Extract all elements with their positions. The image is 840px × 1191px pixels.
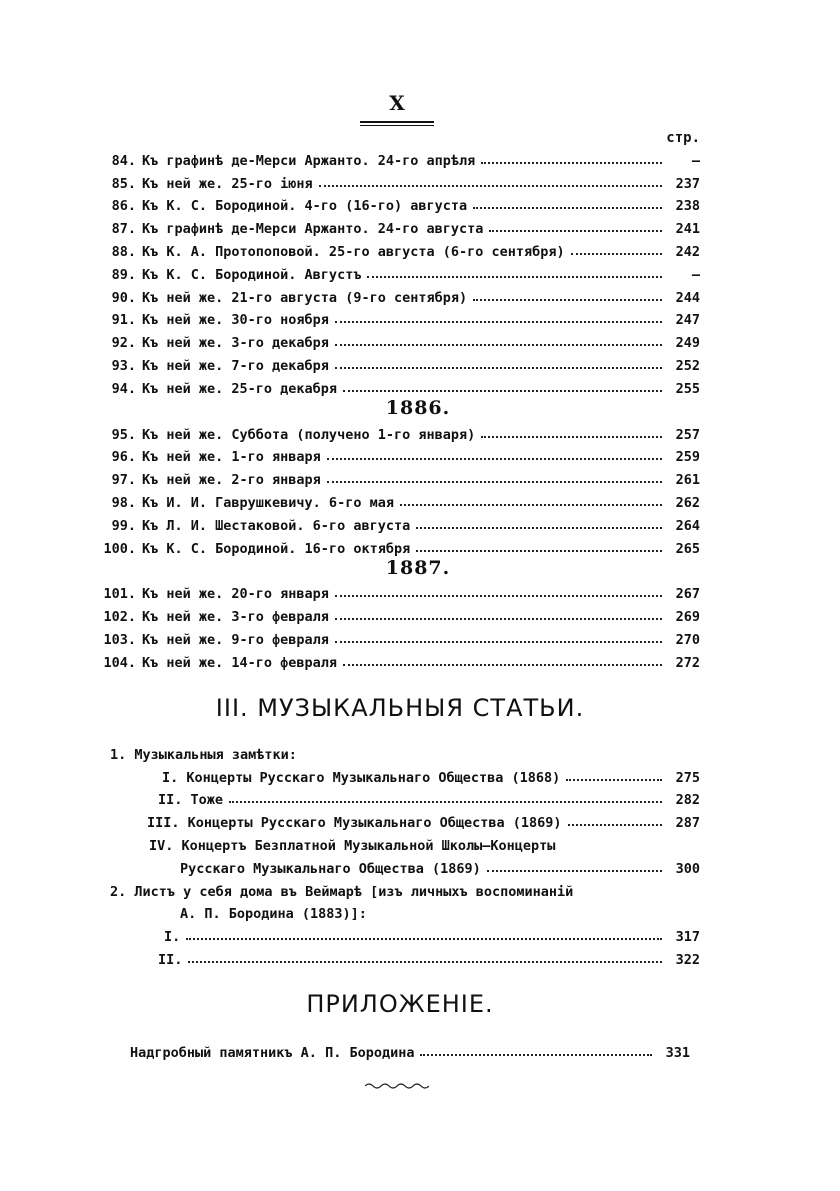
toc-row[interactable] <box>100 534 700 557</box>
dot-leader <box>319 185 662 187</box>
toc-row[interactable] <box>100 443 700 466</box>
toc-row-page: 261 <box>675 472 700 489</box>
toc-row-title: Къ К. С. Бородиной. 4-го (16-го) августа <box>142 198 468 215</box>
toc-row-page: 249 <box>675 335 700 352</box>
dot-leader <box>335 618 662 620</box>
toc-row[interactable] <box>100 146 700 169</box>
dot-leader <box>481 162 662 164</box>
toc-row-title: Къ ней же. 3-го февраля <box>142 609 329 626</box>
article-entry-page: 282 <box>675 792 700 809</box>
section-heading-music-articles: III. МУЗЫКАЛЬНЫЯ СТАТЬИ. <box>215 694 585 722</box>
toc-row-title: Къ ней же. 9-го февраля <box>142 631 329 648</box>
toc-row[interactable] <box>100 648 700 671</box>
wavy-ornament-icon <box>365 1080 429 1090</box>
toc-row-title: Къ К. С. Бородиной. 16-го октября <box>142 540 411 557</box>
dot-leader <box>566 779 662 781</box>
article-entry[interactable] <box>100 786 700 809</box>
toc-row-number: 97. <box>111 472 136 489</box>
article-group-title <box>100 740 700 763</box>
toc-row-number: 94. <box>111 380 136 397</box>
toc-row-title: Къ ней же. 25-го декабря <box>142 380 338 397</box>
toc-row-title: Къ ней же. 1-го января <box>142 449 321 466</box>
article-entry-page: 287 <box>675 815 700 832</box>
letters-toc <box>100 146 700 671</box>
toc-row-page: 267 <box>675 586 700 603</box>
article-entry-page: 275 <box>675 769 700 786</box>
article-entry-line1[interactable] <box>100 831 700 854</box>
toc-row-number: 104. <box>103 654 136 671</box>
toc-row-page: 265 <box>675 540 700 557</box>
toc-row-number: 89. <box>111 266 136 283</box>
toc-row-number: 103. <box>103 631 136 648</box>
toc-row-title: Къ К. С. Бородиной. Августъ <box>142 266 362 283</box>
dot-leader <box>489 230 662 232</box>
toc-row[interactable] <box>100 237 700 260</box>
dot-leader <box>473 207 662 209</box>
toc-row-title: Къ ней же. 30-го ноября <box>142 312 329 329</box>
page-column-label: стр. <box>666 130 700 146</box>
toc-row-page: 264 <box>675 517 700 534</box>
article-group-title <box>100 877 700 900</box>
article-entry-line2[interactable] <box>100 854 700 877</box>
article-entry-label: III. Концерты Русскаго Музыкальнаго Общества (1869) <box>147 815 562 832</box>
toc-row-number: 86. <box>111 198 136 215</box>
toc-row-page: 269 <box>675 609 700 626</box>
article-group-title-text: 2. Листъ у себя дома въ Веймарѣ [изъ личныхъ воспоминаній <box>110 883 574 900</box>
article-entry-label: I. <box>164 929 181 946</box>
article-entry[interactable] <box>100 945 700 968</box>
dot-leader <box>420 1054 652 1056</box>
year-heading-1887: 1887. <box>385 556 451 579</box>
toc-row-page: 259 <box>675 449 700 466</box>
toc-row-page: 252 <box>675 357 700 374</box>
toc-row-title: Къ ней же. 21-го августа (9-го сентября) <box>142 289 468 306</box>
toc-row-page: 244 <box>675 289 700 306</box>
toc-row-page: 272 <box>675 654 700 671</box>
toc-row-number: 101. <box>103 586 136 603</box>
toc-row[interactable] <box>100 420 700 443</box>
music-articles-list <box>100 740 700 968</box>
toc-row[interactable] <box>100 511 700 534</box>
dot-leader <box>473 299 662 301</box>
toc-row-title: Къ И. И. Гаврушкевичу. 6-го мая <box>142 494 394 511</box>
toc-row[interactable] <box>100 602 700 625</box>
dot-leader <box>568 824 662 826</box>
page-number: X <box>389 91 405 115</box>
toc-row[interactable] <box>100 260 700 283</box>
toc-row-number: 88. <box>111 243 136 260</box>
toc-row-page: — <box>691 266 700 283</box>
toc-row-number: 100. <box>103 540 136 557</box>
toc-row-title: Къ ней же. Суббота (получено 1-го января) <box>142 426 476 443</box>
toc-row-number: 102. <box>103 609 136 626</box>
toc-row[interactable] <box>100 306 700 329</box>
toc-row-page: 270 <box>675 631 700 648</box>
toc-row[interactable] <box>100 625 700 648</box>
article-entry-label-cont: Русскаго Музыкальнаго Общества (1869) <box>180 860 481 877</box>
article-group-title-cont <box>100 900 700 923</box>
dot-leader <box>327 481 662 483</box>
toc-row-title: Къ К. А. Протопоповой. 25-го августа (6-го сентября) <box>142 243 565 260</box>
toc-row-page: 238 <box>675 198 700 215</box>
toc-row[interactable] <box>100 465 700 488</box>
appendix-entry-page: 331 <box>665 1044 690 1061</box>
article-entry-page: 322 <box>675 951 700 968</box>
toc-row-number: 92. <box>111 335 136 352</box>
toc-row-number: 98. <box>111 494 136 511</box>
toc-row-number: 96. <box>111 449 136 466</box>
toc-row[interactable] <box>100 192 700 215</box>
toc-row-page: 257 <box>675 426 700 443</box>
dot-leader <box>335 367 662 369</box>
toc-row-title: Къ графинѣ де-Мерси Аржанто. 24-го августа <box>142 221 484 238</box>
header-rule <box>360 121 434 123</box>
toc-row[interactable] <box>100 488 700 511</box>
toc-row-title: Къ ней же. 25-го іюня <box>142 175 313 192</box>
dot-leader <box>327 458 662 460</box>
article-entry-label: II. <box>158 951 183 968</box>
toc-row-title: Къ ней же. 7-го декабря <box>142 357 329 374</box>
header-rule-thin <box>360 125 434 126</box>
dot-leader <box>343 664 662 666</box>
dot-leader <box>186 938 662 940</box>
toc-row-number: 91. <box>111 312 136 329</box>
appendix-entry-label: Надгробный памятникъ А. П. Бородина <box>130 1044 415 1061</box>
article-entry-page: 300 <box>675 860 700 877</box>
article-entry[interactable] <box>100 763 700 786</box>
toc-row-number: 90. <box>111 289 136 306</box>
article-group-title-text: 1. Музыкальныя замѣтки: <box>110 746 297 763</box>
appendix-entry[interactable] <box>130 1038 690 1061</box>
dot-leader <box>367 276 662 278</box>
toc-row[interactable] <box>100 214 700 237</box>
toc-row-number: 84. <box>111 152 136 169</box>
article-entry[interactable] <box>100 808 700 831</box>
toc-row-number: 95. <box>111 426 136 443</box>
dot-leader <box>400 504 662 506</box>
dot-leader <box>571 253 662 255</box>
toc-row[interactable] <box>100 169 700 192</box>
toc-row-title: Къ ней же. 14-го февраля <box>142 654 338 671</box>
toc-row-title: Къ Л. И. Шестаковой. 6-го августа <box>142 517 411 534</box>
dot-leader <box>343 390 662 392</box>
article-group-title-text-cont: А. П. Бородина (1883)]: <box>180 906 367 923</box>
toc-row-page: 247 <box>675 312 700 329</box>
toc-row-title: Къ ней же. 2-го января <box>142 472 321 489</box>
toc-row-page: 237 <box>675 175 700 192</box>
toc-row-page: 242 <box>675 243 700 260</box>
dot-leader <box>481 436 662 438</box>
dot-leader <box>335 595 662 597</box>
article-entry[interactable] <box>100 922 700 945</box>
toc-row[interactable] <box>100 283 700 306</box>
toc-row-page: 241 <box>675 221 700 238</box>
toc-row-title: Къ графинѣ де-Мерси Аржанто. 24-го апрѣля <box>142 152 476 169</box>
article-entry-page: 317 <box>675 929 700 946</box>
article-entry-label: II. Тоже <box>158 792 224 809</box>
dot-leader <box>416 527 662 529</box>
toc-row-number: 99. <box>111 517 136 534</box>
article-entry-label: IV. Концертъ Безплатной Музыкальной Школы—Концерты <box>149 837 556 854</box>
dot-leader <box>335 344 662 346</box>
toc-row-page: 255 <box>675 380 700 397</box>
dot-leader <box>487 870 662 872</box>
article-entry-label: I. Концерты Русскаго Музыкальнаго Общества (1868) <box>162 769 561 786</box>
dot-leader <box>229 801 662 803</box>
toc-row[interactable] <box>100 328 700 351</box>
toc-row[interactable] <box>100 580 700 603</box>
dot-leader <box>188 961 662 963</box>
toc-row[interactable] <box>100 374 700 397</box>
year-heading-1886: 1886. <box>385 396 451 419</box>
toc-row-title: Къ ней же. 20-го января <box>142 586 329 603</box>
toc-row[interactable] <box>100 351 700 374</box>
toc-row-page: — <box>691 152 700 169</box>
toc-row-title: Къ ней же. 3-го декабря <box>142 335 329 352</box>
section-heading-appendix: ПРИЛОЖЕНІЕ. <box>306 990 494 1018</box>
dot-leader <box>335 321 662 323</box>
toc-row-number: 87. <box>111 221 136 238</box>
toc-row-page: 262 <box>675 494 700 511</box>
toc-row-number: 85. <box>111 175 136 192</box>
toc-row-number: 93. <box>111 357 136 374</box>
dot-leader <box>335 641 662 643</box>
dot-leader <box>416 550 662 552</box>
